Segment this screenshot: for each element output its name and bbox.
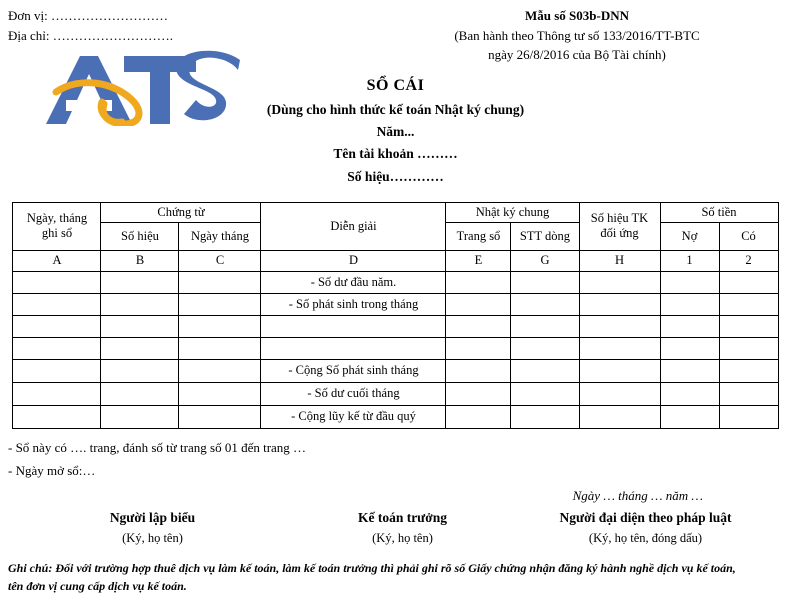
col-date: Ngày, tháng ghi sổ — [13, 202, 101, 250]
cell-debit — [660, 271, 719, 293]
cell-voucher-no — [101, 382, 179, 405]
cell-journal-page — [446, 337, 511, 359]
cell-journal-page — [446, 359, 511, 382]
letter-b: B — [101, 250, 179, 271]
signing-date-line: Ngày … tháng … năm … — [572, 488, 703, 504]
cell-debit — [660, 337, 719, 359]
signer-legal-representative-title: Người đại diện theo pháp luật — [559, 510, 732, 526]
cell-voucher-date — [179, 337, 261, 359]
cell-journal-line — [511, 382, 579, 405]
cell-description: - Cộng lũy kế từ đầu quý — [261, 405, 446, 428]
signer-chief-accountant — [295, 508, 510, 548]
letter-c: C — [179, 250, 261, 271]
cell-voucher-no — [101, 315, 179, 337]
cell-date — [13, 271, 101, 293]
signer-legal-representative — [510, 508, 781, 548]
unit-info — [8, 6, 308, 46]
table-column-letters-row — [13, 250, 778, 271]
footnote-line-1: Đối với trường hợp thuê dịch vụ làm kế toán, làm kế toán trưởng thì phải ghi rõ số Giấy chứng nhận đăng ký hành nghề dịch vụ kế toán, — [52, 560, 736, 575]
ledger-table-body — [13, 271, 778, 428]
cell-credit — [719, 359, 778, 382]
cell-journal-line — [511, 271, 579, 293]
col-journal-group: Nhật ký chung — [446, 202, 579, 222]
cell-debit — [660, 405, 719, 428]
signer-chief-accountant-title: Kế toán trưởng — [357, 510, 448, 526]
cell-journal-page — [446, 293, 511, 315]
ats-logo — [28, 48, 243, 126]
cell-journal-page — [446, 405, 511, 428]
page-notes — [8, 437, 791, 483]
signature-block — [0, 508, 791, 548]
table-header-row-1 — [13, 202, 778, 222]
page-title: SỔ CÁI — [366, 76, 425, 94]
form-reference — [377, 6, 777, 65]
table-row[interactable] — [13, 315, 778, 337]
cell-date — [13, 359, 101, 382]
letter-d: D — [261, 250, 446, 271]
cell-voucher-no — [101, 337, 179, 359]
letter-h: H — [579, 250, 660, 271]
cell-date — [13, 382, 101, 405]
cell-voucher-no — [101, 293, 179, 315]
letter-g: G — [511, 250, 579, 271]
col-amount-group: Số tiền — [660, 202, 778, 222]
cell-voucher-no — [101, 271, 179, 293]
signer-preparer — [10, 508, 295, 548]
letter-a: A — [13, 250, 101, 271]
table-row[interactable] — [13, 382, 778, 405]
cell-journal-page — [446, 315, 511, 337]
unit-name-line: Đơn vị: ……………………… — [8, 8, 168, 23]
account-code-line: Số hiệu………… — [347, 168, 444, 184]
footnote-label: Ghi chú: — [8, 560, 53, 575]
cell-debit — [660, 382, 719, 405]
cell-date — [13, 293, 101, 315]
form-issued-line-1: (Ban hành theo Thông tư số 133/2016/TT-BTC — [454, 27, 700, 43]
page-subtitle: (Dùng cho hình thức kế toán Nhật ký chung) — [266, 101, 525, 117]
signer-legal-representative-note: (Ký, họ tên, đóng dấu) — [588, 531, 703, 546]
cell-date — [13, 315, 101, 337]
cell-credit — [719, 405, 778, 428]
cell-credit — [719, 382, 778, 405]
signer-preparer-note: (Ký, họ tên) — [122, 531, 183, 546]
cell-credit — [719, 271, 778, 293]
cell-journal-line — [511, 337, 579, 359]
col-journal-page: Trang sổ — [446, 222, 511, 250]
cell-corr-account — [579, 271, 660, 293]
account-name-line: Tên tài khoản ……… — [333, 146, 458, 162]
col-voucher-no: Số hiệu — [101, 222, 179, 250]
cell-journal-line — [511, 293, 579, 315]
cell-journal-page — [446, 271, 511, 293]
cell-description — [261, 315, 446, 337]
col-credit: Có — [719, 222, 778, 250]
cell-voucher-date — [179, 405, 261, 428]
signer-chief-accountant-note: (Ký, họ tên) — [372, 531, 433, 546]
cell-description: - Số phát sinh trong tháng — [261, 293, 446, 315]
footnote — [8, 559, 783, 595]
note-pages: - Sổ này có …. trang, đánh số từ trang số 01 đến trang … — [8, 439, 307, 455]
cell-journal-line — [511, 405, 579, 428]
cell-corr-account — [579, 337, 660, 359]
cell-credit — [719, 315, 778, 337]
cell-debit — [660, 359, 719, 382]
col-corresponding-account: Số hiệu TK đối ứng — [579, 202, 660, 250]
cell-date — [13, 405, 101, 428]
cell-voucher-date — [179, 271, 261, 293]
ledger-table — [12, 202, 778, 429]
cell-description: - Cộng Số phát sinh tháng — [261, 359, 446, 382]
cell-journal-line — [511, 315, 579, 337]
table-row[interactable] — [13, 271, 778, 293]
year-line: Năm... — [376, 124, 415, 140]
letter-e: E — [446, 250, 511, 271]
cell-corr-account — [579, 405, 660, 428]
cell-voucher-date — [179, 293, 261, 315]
cell-corr-account — [579, 359, 660, 382]
signer-preparer-title: Người lập biểu — [109, 510, 196, 526]
cell-credit — [719, 293, 778, 315]
form-issued-line-2: ngày 26/8/2016 của Bộ Tài chính) — [488, 47, 666, 62]
col-voucher-date: Ngày tháng — [179, 222, 261, 250]
cell-journal-line — [511, 359, 579, 382]
unit-address-line: Địa chỉ: ………………………. — [8, 28, 174, 44]
table-row[interactable] — [13, 293, 778, 315]
col-voucher-group: Chứng từ — [101, 202, 261, 222]
cell-description: - Số dư đầu năm. — [261, 271, 446, 293]
cell-voucher-date — [179, 359, 261, 382]
note-open-date: - Ngày mở sổ:… — [8, 462, 96, 478]
col-debit: Nợ — [660, 222, 719, 250]
footnote-line-2: tên đơn vị cung cấp dịch vụ kế toán. — [8, 578, 187, 593]
cell-debit — [660, 315, 719, 337]
cell-date — [13, 337, 101, 359]
cell-description — [261, 337, 446, 359]
table-row[interactable] — [13, 359, 778, 382]
cell-corr-account — [579, 315, 660, 337]
cell-voucher-no — [101, 405, 179, 428]
col-description: Diễn giải — [261, 202, 446, 250]
cell-description: - Số dư cuối tháng — [261, 382, 446, 405]
cell-voucher-date — [179, 315, 261, 337]
cell-corr-account — [579, 293, 660, 315]
form-code: Mẫu số S03b-DNN — [524, 8, 629, 23]
letter-1: 1 — [660, 250, 719, 271]
table-row[interactable] — [13, 337, 778, 359]
col-journal-line: STT dòng — [511, 222, 579, 250]
letter-2: 2 — [719, 250, 778, 271]
cell-voucher-date — [179, 382, 261, 405]
table-row[interactable] — [13, 405, 778, 428]
cell-voucher-no — [101, 359, 179, 382]
cell-corr-account — [579, 382, 660, 405]
cell-credit — [719, 337, 778, 359]
cell-journal-page — [446, 382, 511, 405]
cell-debit — [660, 293, 719, 315]
